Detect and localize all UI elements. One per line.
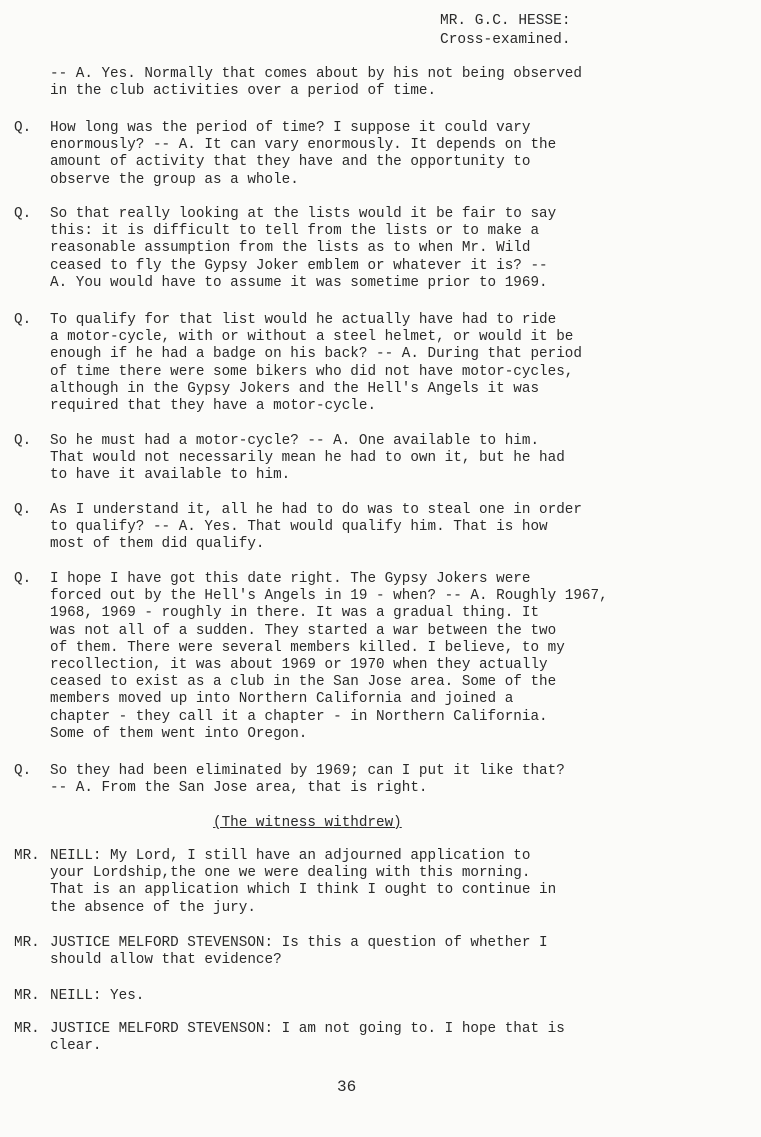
qa-text: I hope I have got this date right. The Gypsy Jokers were forced out by the Hell's Angels in 19 - when? -- A. Roughly 1967, 1968, 1969 - roughly in there. It was a gradual thing. It was not all of a sudden. They started a war between the two of them. There were several members killed. I believe, to my recollection, it was about 1969 or 1970 when they actually ceased to exist as a club in the San Jose area. Some of the members moved up into Northern California and joined a chapter - they call it a chapter - in Northern California. Some of them went into Oregon. (50, 571, 608, 742)
qa-entry (14, 120, 714, 189)
statement-text: NEILL: My Lord, I still have an adjourned application to your Lordship,the one we were dealing with this morning. That is an application which I think I ought to continue in the absence of the jury. (50, 848, 557, 916)
qa-speaker: Q. (14, 571, 32, 587)
qa-text: So that really looking at the lists would it be fair to say this: it is difficult to tell from the lists or to make a reasonable assumption from the lists as to when Mr. Wild ceased to fly the Gypsy Joker emblem or whatever it is? -- A. You would have to assume it was sometime prior to 1969. (50, 206, 557, 291)
qa-speaker: Q. (14, 120, 32, 136)
qa-speaker: Q. (14, 312, 32, 328)
qa-entry (14, 571, 714, 743)
statement-entry (14, 935, 714, 969)
statement-text: JUSTICE MELFORD STEVENSON: Is this a question of whether I should allow that evidence? (50, 935, 548, 969)
page-number: 36 (337, 1078, 357, 1096)
qa-speaker: Q. (14, 763, 32, 779)
qa-entry (14, 206, 714, 292)
qa-text: So they had been eliminated by 1969; can I put it like that? -- A. From the San Jose area, that is right. (50, 763, 565, 797)
qa-entry (14, 502, 714, 554)
witness-withdrew-note: (The witness withdrew) (213, 815, 402, 831)
qa-speaker: Q. (14, 433, 32, 449)
statement-entry (14, 848, 714, 917)
examination-type: Cross-examined. (440, 32, 571, 48)
qa-text: As I understand it, all he had to do was to steal one in order to qualify? -- A. Yes. That would qualify him. That is how most of them did qualify. (50, 502, 582, 553)
statement-speaker: MR. (14, 935, 40, 951)
qa-text: So he must had a motor-cycle? -- A. One available to him. That would not necessarily mean he had to own it, but he had to have it available to him. (50, 433, 565, 484)
statement-speaker: MR. (14, 988, 40, 1004)
statement-entry (14, 988, 714, 1005)
qa-text: How long was the period of time? I suppose it could vary enormously? -- A. It can vary enormously. It depends on the amount of activity that they have and the opportunity to observe the group as a whole. (50, 120, 557, 188)
qa-speaker: Q. (14, 206, 32, 222)
page-header (440, 12, 571, 50)
statement-text: NEILL: Yes. (50, 988, 145, 1004)
qa-entry (14, 312, 714, 415)
witness-name: MR. G.C. HESSE: (440, 13, 571, 29)
statement-entry (14, 1021, 714, 1055)
qa-text: To qualify for that list would he actually have had to ride a motor-cycle, with or without a steel helmet, or would it be enough if he had a badge on his back? -- A. During that period of time there were some bikers who did not have motor-cycles, although in the Gypsy Jokers and the Hell's Angels it was required that they have a motor-cycle. (50, 312, 582, 415)
statement-speaker: MR. (14, 1021, 40, 1037)
opening-answer: -- A. Yes. Normally that comes about by his not being observed in the club activities over a period of time. (50, 66, 582, 100)
qa-entry (14, 433, 714, 485)
statement-speaker: MR. (14, 848, 40, 864)
statement-text: JUSTICE MELFORD STEVENSON: I am not going to. I hope that is clear. (50, 1021, 565, 1055)
qa-entry (14, 763, 714, 797)
qa-speaker: Q. (14, 502, 32, 518)
